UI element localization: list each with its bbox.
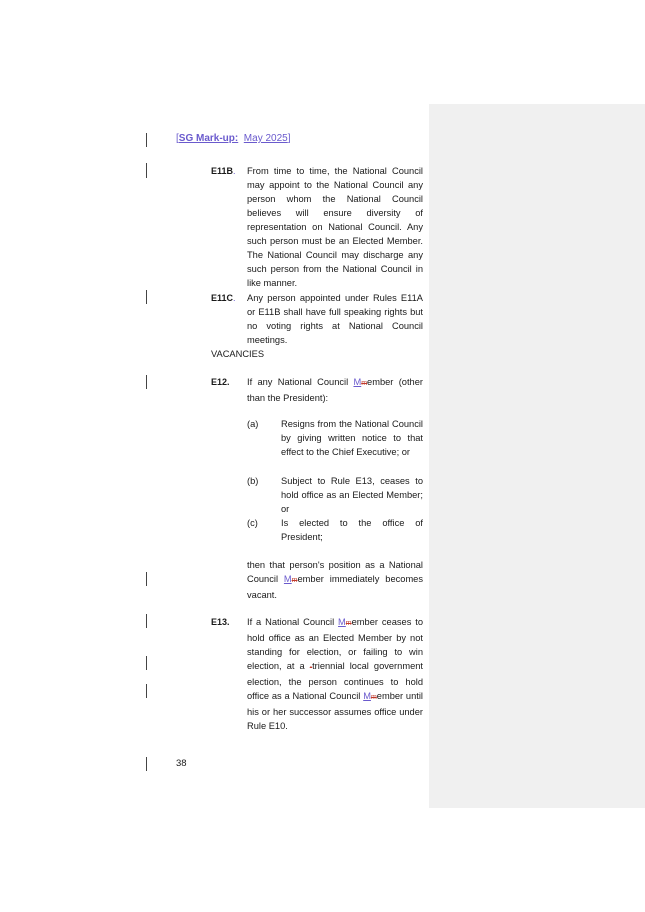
markup-header: [SG Mark-up: May 2025] [176,133,291,144]
item-text-a: Resigns from the National Council by giving written notice to that effect to the Chief Executive; or [281,419,423,457]
rule-text-e11c: Any person appointed under Rules E11A or E11B shall have full speaking rights but no voting rights at National Council meetings. [247,293,423,345]
item-label-c: (c) [247,518,258,528]
rule-number-e11b: E11B. [211,166,236,176]
change-bar [146,757,147,771]
rule-text-e13: If a National Council Mmember ceases to hold office as an Elected Member by not standing for election, or failing to win election, at a -triennial local government election, the person continues to hold office as a National Council Mmember until his or her successor assumes office under Rule E10. [247,617,423,731]
item-text-c: Is elected to the office of President; [281,518,423,542]
rule-text-e12: If any National Council Mmember (other than the President): [247,377,423,403]
rule-text-e12-then: then that person's position as a National Council Mmember immediately becomes vacant. [247,560,424,600]
change-bar [146,133,147,147]
item-label-a: (a) [247,419,259,429]
rule-number-e13: E13. [211,617,230,627]
change-bar [146,163,147,178]
comment-pane [429,104,645,808]
change-bar [146,684,147,698]
item-label-b: (b) [247,476,259,486]
section-heading-vacancies: VACANCIES [211,349,265,359]
change-bar [146,375,147,389]
page-number: 38 [176,758,187,769]
rule-text-e11b: From time to time, the National Council may appoint to the National Council any person whom the National Council believes will ensure diversity of representation on National Council. Any such person must be an Elected Member. The National Council may discharge any such person from the National Council in like manner. [247,166,423,288]
rule-number-e12: E12. [211,377,230,387]
rule-number-e11c: E11C. [211,293,236,303]
change-bar [146,290,147,304]
change-bar [146,572,147,586]
change-bar [146,656,147,670]
item-text-b: Subject to Rule E13, ceases to hold office as an Elected Member; or [281,476,423,514]
change-bar [146,614,147,628]
